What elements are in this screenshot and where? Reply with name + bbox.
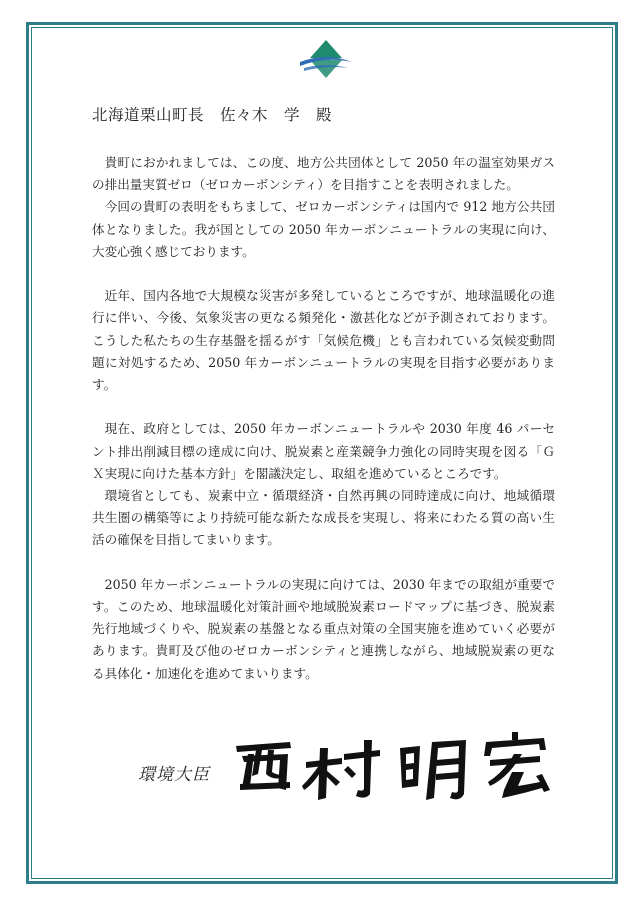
signature-title: 環境大臣 bbox=[138, 765, 210, 785]
letter-body bbox=[92, 152, 555, 685]
letter-paragraph: 今回の貴町の表明をもちまして、ゼロカーボンシティは国内で 912 地方公共団体となりました。我が国としての 2050 年カーボンニュートラルの実現に向け、大変心強く感じております。 bbox=[92, 199, 555, 259]
letter-paragraph: 近年、国内各地で大規模な災害が多発しているところですが、地球温暖化の進行に伴い、今後、気象災害の更なる頻発化・激甚化などが予測されております。こうした私たちの生存基盤を揺るがす「気候危機」とも言われている気候変動問題に対処するため、2050 年カーボンニュートラルの実現を目指す必要があります。 bbox=[92, 288, 555, 393]
handwritten-signature bbox=[228, 728, 558, 808]
ministry-of-environment-logo-icon bbox=[298, 38, 354, 80]
letter-paragraph: 環境省としても、炭素中立・循環経済・自然再興の同時達成に向け、地域循環共生圏の構築等により持続可能な新たな成長を実現し、将来にわたる質の高い生活の確保を目指してまいります。 bbox=[92, 488, 555, 548]
letter-paragraph: 現在、政府としては、2050 年カーボンニュートラルや 2030 年度 46 パーセント排出削減目標の達成に向け、脱炭素と産業競争力強化の同時実現を図る「ＧＸ実現に向けた基本方針」を閣議決定し、取組を進めているところです。 bbox=[92, 421, 555, 481]
letter-paragraph: 2050 年カーボンニュートラルの実現に向けては、2030 年までの取組が重要です。このため、地球温暖化対策計画や地域脱炭素ロードマップに基づき、脱炭素先行地域づくりや、脱炭素の基盤となる重点対策の全国実施を進めていく必要があります。貴町及び他のゼロカーボンシティと連携しながら、地域脱炭素の更なる具体化・加速化を進めてまいります。 bbox=[92, 576, 555, 681]
letter-paragraph: 貴町におかれましては、この度、地方公共団体として 2050 年の温室効果ガスの排出量実質ゼロ（ゼロカーボンシティ）を目指すことを表明されました。 bbox=[92, 155, 555, 193]
addressee-line: 北海道栗山町長 佐々木 学 殿 bbox=[92, 106, 333, 124]
